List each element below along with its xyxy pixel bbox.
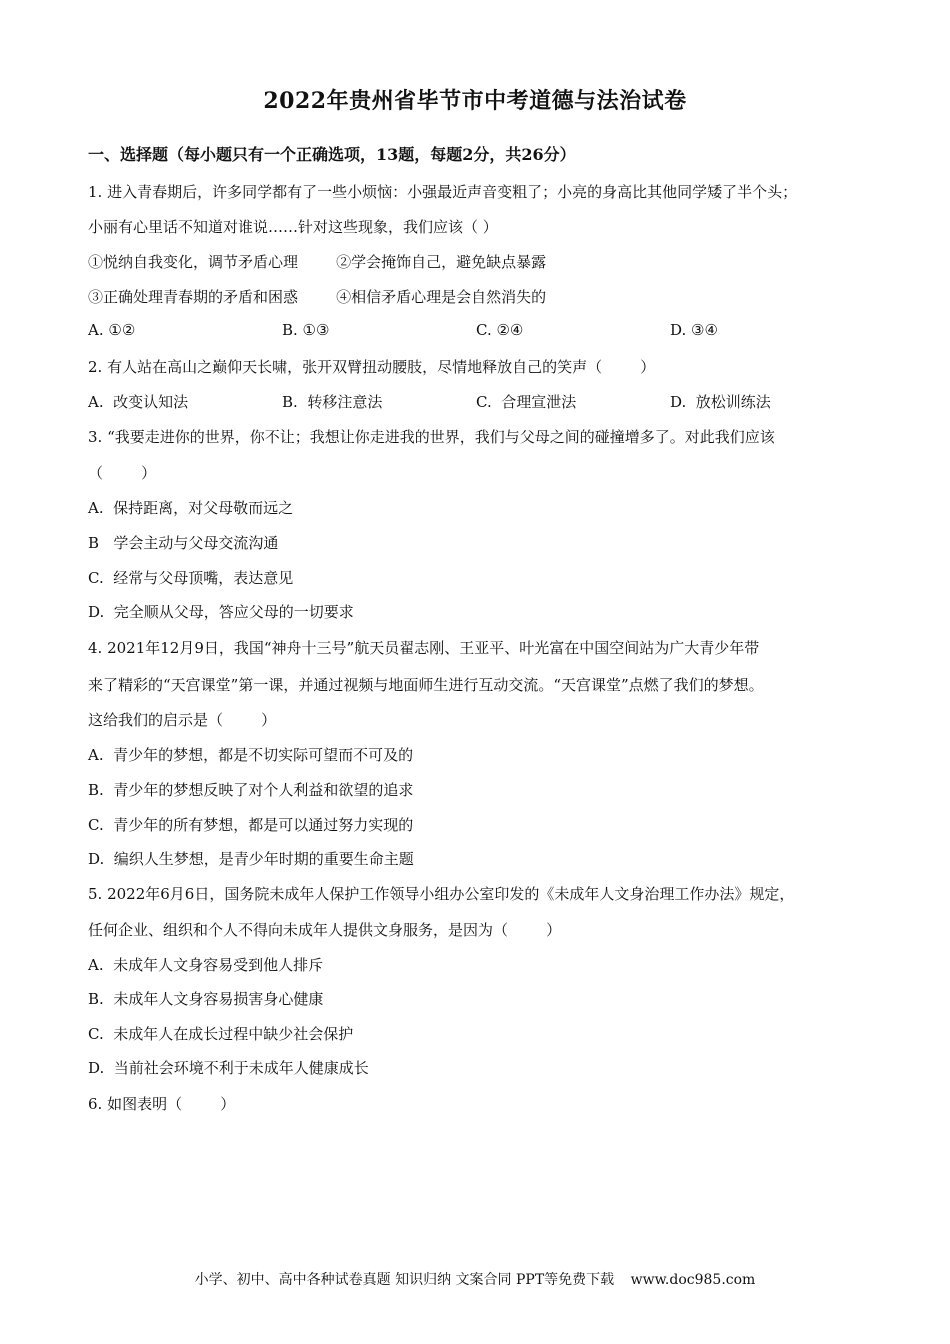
- question-3-option-b: B 学会主动与父母交流沟通: [88, 534, 279, 552]
- question-2-option-b: B. 转移注意法: [282, 393, 383, 411]
- question-5-option-d: D. 当前社会环境不利于未成年人健康成长: [88, 1059, 369, 1077]
- question-2-text: 2. 有人站在高山之巅仰天长啸，张开双臂扭动腰肢，尽情地释放自己的笑声（ ）: [88, 358, 656, 376]
- question-6-text: 6. 如图表明（ ）: [88, 1095, 236, 1113]
- question-5-option-b: B. 未成年人文身容易损害身心健康: [88, 990, 324, 1008]
- question-3-option-a: A. 保持距离，对父母敬而远之: [88, 499, 294, 517]
- question-2-option-a: A. 改变认知法: [88, 393, 189, 411]
- question-5-option-a: A. 未成年人文身容易受到他人排斥: [88, 956, 324, 974]
- question-3-option-d: D. 完全顺从父母，答应父母的一切要求: [88, 603, 354, 621]
- question-4-text-line-1: 4. 2021年12月9日，我国“神舟十三号”航天员翟志刚、王亚平、叶光富在中国空间站为广大青少年带: [88, 639, 760, 657]
- question-5-option-c: C. 未成年人在成长过程中缺少社会保护: [88, 1025, 354, 1043]
- question-2-option-d: D. 放松训练法: [670, 393, 771, 411]
- question-3-text-line-2: （ ）: [88, 464, 157, 482]
- footer-text: 小学、初中、高中各种试卷真题 知识归纳 文案合同 PPT等免费下载: [194, 1272, 615, 1288]
- question-1-option-c: C. ②④: [476, 321, 524, 339]
- question-5-text-line-1: 5. 2022年6月6日，国务院未成年人保护工作领导小组办公室印发的《未成年人文身治理工作办法》规定，: [88, 885, 795, 903]
- question-1-statement-2: ③正确处理青春期的矛盾和困惑 ④相信矛盾心理是会自然消失的: [88, 288, 547, 306]
- question-4-option-b: B. 青少年的梦想反映了对个人利益和欲望的追求: [88, 781, 414, 799]
- question-2-option-c: C. 合理宣泄法: [476, 393, 577, 411]
- question-4-text-line-3: 这给我们的启示是（ ）: [88, 711, 277, 729]
- question-5-text-line-2: 任何企业、组织和个人不得向未成年人提供文身服务，是因为（ ）: [88, 921, 562, 939]
- question-1-text-line-2: 小丽有心里话不知道对谁说……针对这些现象，我们应该（ ）: [88, 218, 498, 236]
- question-4-text-line-2: 来了精彩的“天宫课堂”第一课，并通过视频与地面师生进行互动交流。“天宫课堂”点燃了我们的梦想。: [88, 676, 764, 694]
- question-1-option-a: A. ①②: [88, 321, 136, 339]
- question-1-text-line-1: 1. 进入青春期后，许多同学都有了一些小烦恼：小强最近声音变粗了；小亮的身高比其他同学矮了半个头；: [88, 183, 798, 201]
- question-3-text-line-1: 3. “我要走进你的世界，你不让；我想让你走进我的世界，我们与父母之间的碰撞增多了。对此我们应该: [88, 428, 775, 446]
- question-1-option-b: B. ①③: [282, 321, 330, 339]
- question-4-option-c: C. 青少年的所有梦想，都是可以通过努力实现的: [88, 816, 414, 834]
- question-1-option-d: D. ③④: [670, 321, 718, 339]
- footer-url[interactable]: www.doc985.com: [630, 1272, 756, 1288]
- section-heading: 一、选择题（每小题只有一个正确选项，13题，每题2分，共26分）: [88, 145, 576, 164]
- page-footer: [0, 1269, 950, 1289]
- question-1-statement-1: ①悦纳自我变化，调节矛盾心理 ②学会掩饰自己，避免缺点暴露: [88, 253, 547, 271]
- page-title: 2022年贵州省毕节市中考道德与法治试卷: [263, 88, 687, 114]
- question-3-option-c: C. 经常与父母顶嘴，表达意见: [88, 569, 294, 587]
- question-4-option-a: A. 青少年的梦想，都是不切实际可望而不可及的: [88, 746, 414, 764]
- question-4-option-d: D. 编织人生梦想，是青少年时期的重要生命主题: [88, 850, 414, 868]
